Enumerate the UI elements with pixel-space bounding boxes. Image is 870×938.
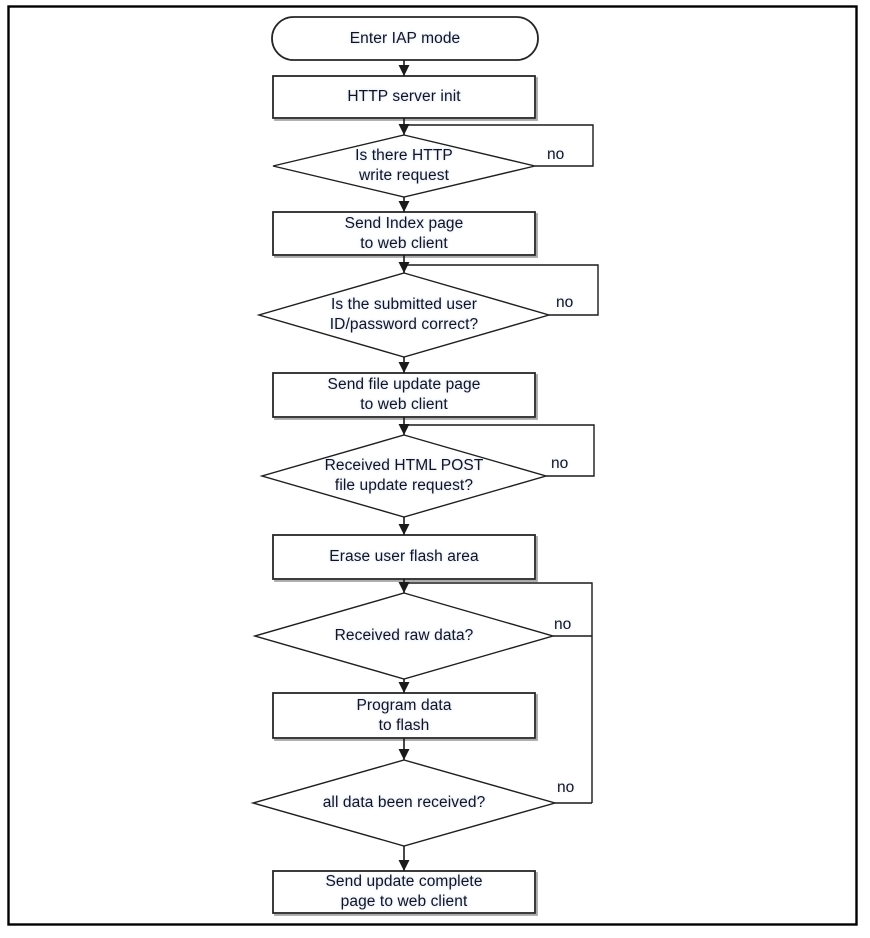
node-is-http-write-request-label: Is there HTTP write request bbox=[355, 147, 453, 184]
branch-no-http-write-request: no bbox=[547, 146, 565, 163]
branch-no-html-post: no bbox=[551, 455, 569, 472]
branch-no-id-password: no bbox=[556, 294, 574, 311]
branch-no-all-data: no bbox=[557, 779, 575, 796]
node-program-data-to-flash-label: Program data to flash bbox=[356, 696, 452, 734]
node-erase-user-flash-shape bbox=[273, 535, 535, 579]
node-http-server-init-shape bbox=[273, 76, 535, 118]
node-send-update-complete-label: Send update complete page to web client bbox=[325, 873, 483, 910]
node-send-index-page-label: Send Index page to web client bbox=[344, 214, 464, 252]
node-send-update-complete-shape bbox=[273, 871, 535, 913]
node-received-raw-data-label: Received raw data? bbox=[334, 627, 474, 644]
node-start-shape bbox=[272, 17, 538, 60]
node-is-id-password-correct-label: Is the submitted user ID/password correct? bbox=[329, 296, 479, 333]
node-is-http-write-request-shape bbox=[273, 135, 535, 197]
node-received-html-post-shape bbox=[262, 435, 546, 517]
node-program-data-to-flash-shape bbox=[273, 693, 535, 738]
node-send-index-page-shape bbox=[273, 212, 535, 255]
node-all-data-received-label: all data been received? bbox=[322, 794, 486, 811]
node-received-html-post-label: Received HTML POST file update request? bbox=[324, 457, 484, 494]
node-http-server-init-label: HTTP server init bbox=[347, 88, 461, 105]
node-all-data-received-shape bbox=[253, 760, 555, 846]
node-start-label: Enter IAP mode bbox=[349, 29, 461, 47]
node-received-raw-data-shape bbox=[255, 593, 553, 679]
node-send-file-update-page-label: Send file update page to web client bbox=[327, 376, 481, 413]
branch-no-raw-data: no bbox=[554, 616, 572, 633]
node-send-file-update-page-shape bbox=[273, 373, 535, 417]
node-erase-user-flash-label: Erase user flash area bbox=[329, 548, 479, 565]
node-is-id-password-correct-shape bbox=[259, 273, 549, 357]
